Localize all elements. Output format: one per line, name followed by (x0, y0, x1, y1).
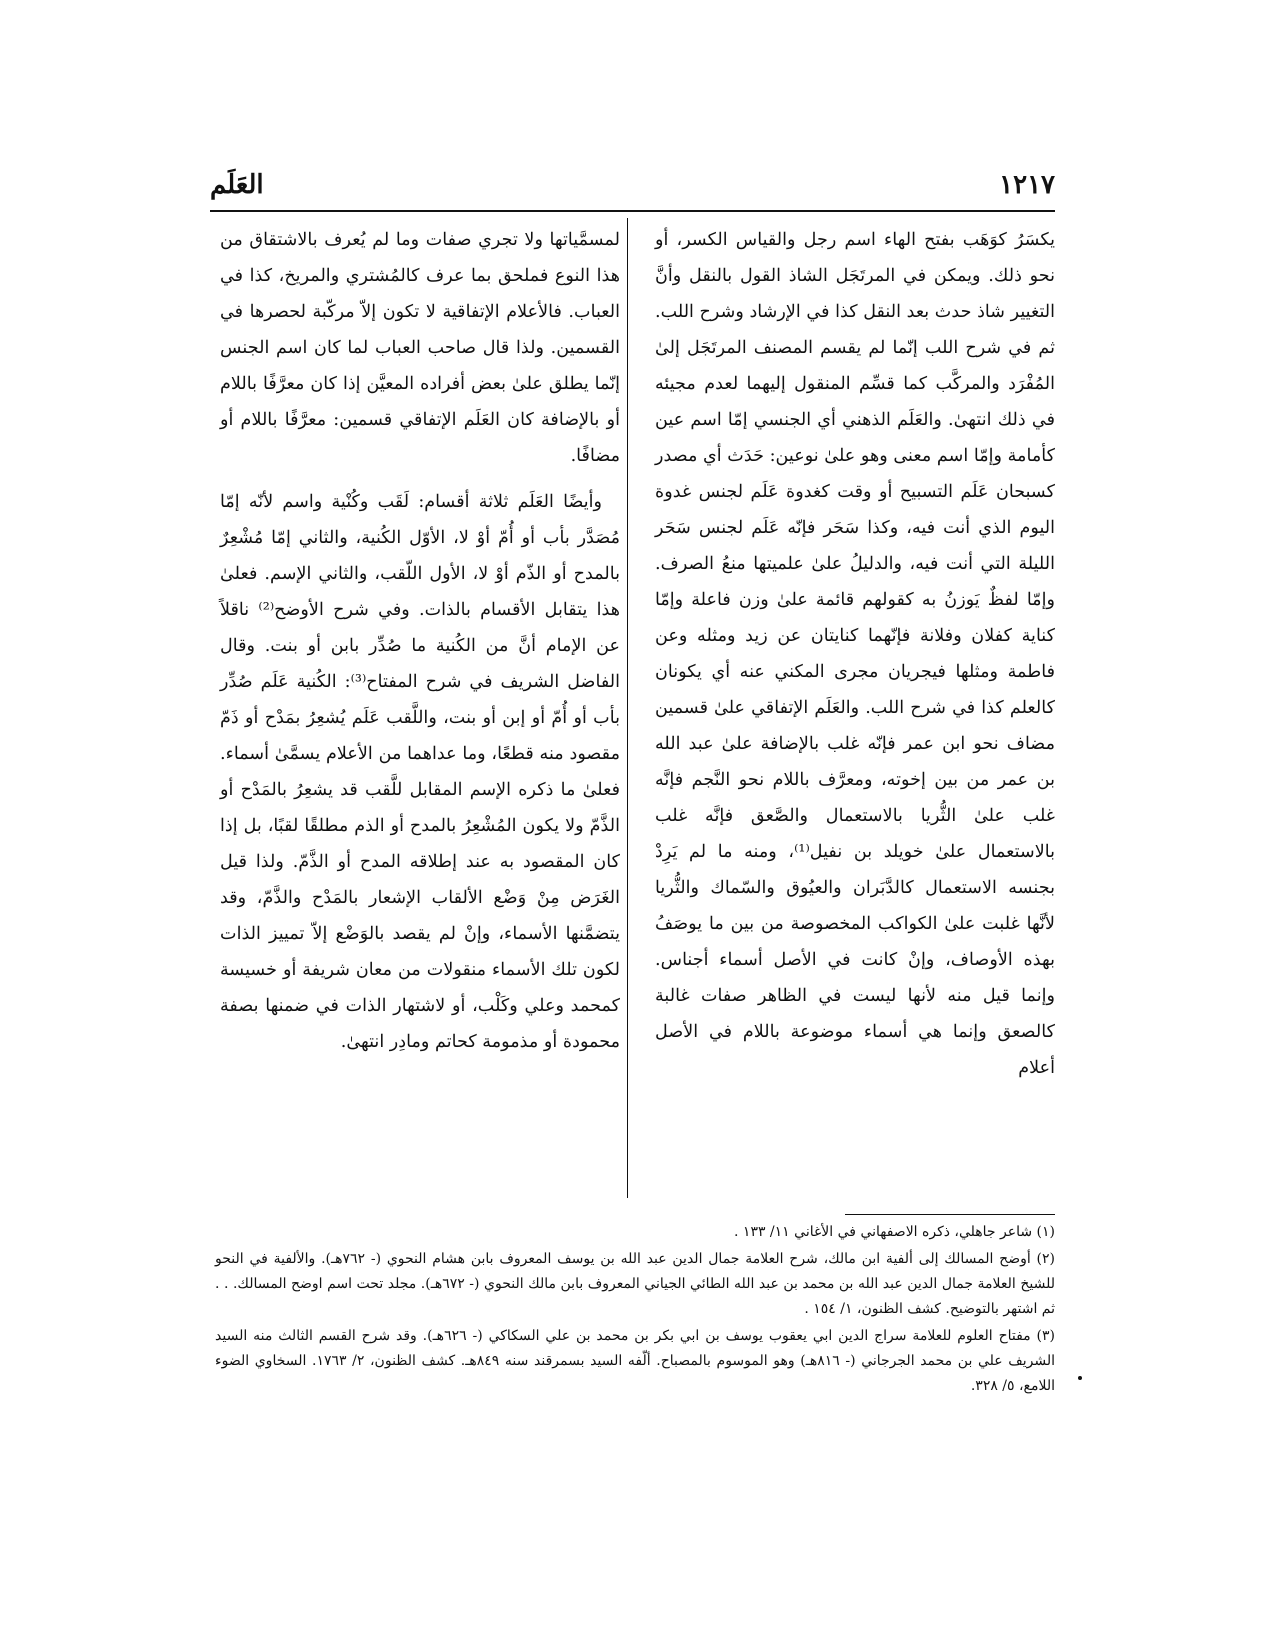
footnote-3: (٣) مفتاح العلوم للعلامة سراج الدين ابي يعقوب يوسف بن ابي بكر بن محمد بن علي السكاكي (- ٦٢٦هـ). وقد شرح القسم الثالث منه السيد الشريف علي بن محمد الجرجاني (- ٨١٦هـ) وهو الموسوم بالمصباح. ألّفه السيد بسمرقند سنه ٨٤٩هـ. كشف الظنون، ٢/ ١٧٦٣. السخاوي الضوء اللامع، ٥/ ٣٢٨. (215, 1328, 1056, 1394)
page-header (210, 170, 1055, 204)
left-column-paragraph: وأيضًا العَلَم ثلاثة أقسام: لَقَب وكُنْية واسم لأنّه إمّا مُصَدَّر بأب أو أُمّ أوْ لا، الأوّل الكُنية، والثاني إمّا مُشْعِرٌ بالمدح أو الذّم أوْ لا، الأول اللّقب، والثاني الإسم. فعلىٰ هذا يتقابل الأقسام بالذات. وفي شرح الأوضح⁽²⁾ ناقلاً عن الإمام أنَّ من الكُنية ما صُدِّر بابن أو بنت. وقال الفاضل الشريف في شرح المفتاح⁽³⁾: الكُنية عَلَم صُدِّر بأب أو أُمّ أو إبن أو بنت، واللَّقب عَلَم يُشعِرُ بمَدْح أو ذَمّ مقصود منه قطعًا، وما عداهما من الأعلام يسمَّىٰ أسماء. فعلىٰ ما ذكره الإسم المقابل للَّقب قد يشعِرُ بالمَدْح أو الذَّمّ ولا يكون المُشْعِرُ بالمدح أو الذم مطلقًا لقبًا، بل إذا كان المقصود به عند إطلاقه المدح أو الذَّمّ. ولذا قيل الغَرَض مِنْ وَضْع الألقاب الإشعار بالمَدْح والذَّمّ، وقد يتضمَّنها الأسماء، وإنْ لم يقصد بالوَضْع إلاّ تمييز الذات لكون تلك الأسماء منقولات من معان شريفة أو خسيسة كمحمد وعلي وكَلْب، أو لاشتهار الذات في ضمنها بصفة محمودة أو مذمومة كحاتم ومادِر انتهىٰ. (220, 492, 620, 1052)
left-column-paragraph: لمسمَّياتها ولا تجري صفات وما لم يُعرف بالاشتقاق من هذا النوع فملحق بما عرف كالمُشتري والمريخ، كذا في العباب. فالأعلام الإتفاقية لا تكون إلاّ مركّبة لحصرها في القسمين. ولذا قال صاحب العباب لما كان اسم الجنس إنّما يطلق علىٰ بعض أفراده المعيَّن إذا كان معرَّفًا باللام أو بالإضافة كان العَلَم الإتفاقي قسمين: معرَّفًا باللام أو مضافًا. (220, 230, 620, 466)
footnote-rule (845, 1214, 1055, 1215)
right-column (655, 222, 1055, 1086)
page-number: ١٢١٧ (999, 170, 1055, 200)
stray-dot-mark (1078, 1376, 1082, 1380)
footnotes (215, 1220, 1055, 1401)
header-rule (210, 210, 1055, 212)
left-column (220, 222, 620, 1060)
running-title: العَلَم (210, 170, 264, 200)
footnote-2: (٢) أوضح المسالك إلى ألفية ابن مالك، شرح العلامة جمال الدين عبد الله بن يوسف المعروف بابن هشام النحوي (- ٧٦٢هـ). والألفية في النحو للشيخ العلامة جمال الدين عبد الله بن محمد بن عبد الله الطائي الجياني المعروف بابن مالك النحوي (- ٦٧٢هـ). مجلد تحت اسم اوضح المسالك. . . ثم اشتهر بالتوضيح. كشف الظنون، ١/ ١٥٤ . (215, 1251, 1055, 1317)
right-column-paragraph: يكسَرُ كوَهَب بفتح الهاء اسم رجل والقياس الكسر، أو نحو ذلك. ويمكن في المرتَجَل الشاذ القول بالنقل وأنَّ التغيير شاذ حدث بعد النقل كذا في الإرشاد وشرح اللب. ثم في شرح اللب إنّما لم يقسم المصنف المرتَجَل إلىٰ المُفْرَد والمركَّب كما قسِّم المنقول إليهما لعدم مجيئه في ذلك انتهىٰ. والعَلَم الذهني أي الجنسي إمّا اسم عين كأمامة وإمّا اسم معنى وهو علىٰ نوعين: حَدَث أي مصدر كسبحان عَلَم التسبيح أو وقت كغدوة عَلَم لجنس غدوة اليوم الذي أنت فيه، وكذا سَحَر فإنّه عَلَم لجنس سَحَر الليلة التي أنت فيه، والدليلُ علىٰ علميتها منعُ الصرف. وإمّا لفظٌ يَوزنُ به كقولهم قائمة علىٰ وزن فاعلة وإمّا كناية كفلان وفلانة فإنّهما كنايتان عن زيد ومثله وعن فاطمة ومثلها فيجريان مجرى المكني عنه أي يكونان كالعلم كذا في شرح اللب. والعَلَم الإتفاقي علىٰ قسمين مضاف نحو ابن عمر فإنّه غلب بالإضافة علىٰ عبد الله بن عمر من بين إخوته، ومعرَّف باللام نحو النَّجم فإنَّه غلب علىٰ الثُّريا بالاستعمال والصَّعق فإنَّه غلب بالاستعمال علىٰ خويلد بن نفيل⁽¹⁾، ومنه ما لم يَرِدْ بجنسه الاستعمال كالدَّبَران والعيُوق والسّماك والثُّريا لأنَّها غلبت علىٰ الكواكب المخصوصة من بين ما يوصَفُ بهذه الأوصاف، وإنْ كانت في الأصل أسماء أجناس. وإنما قيل منه لأنها ليست في الظاهر صفات غالبة كالصعق وإنما هي أسماء موضوعة باللام في الأصل أعلام (655, 230, 1056, 1078)
column-divider (627, 218, 628, 1198)
footnote-1: (١) شاعر جاهلي، ذكره الاصفهاني في الأغاني ١١/ ١٣٣ . (734, 1224, 1055, 1240)
